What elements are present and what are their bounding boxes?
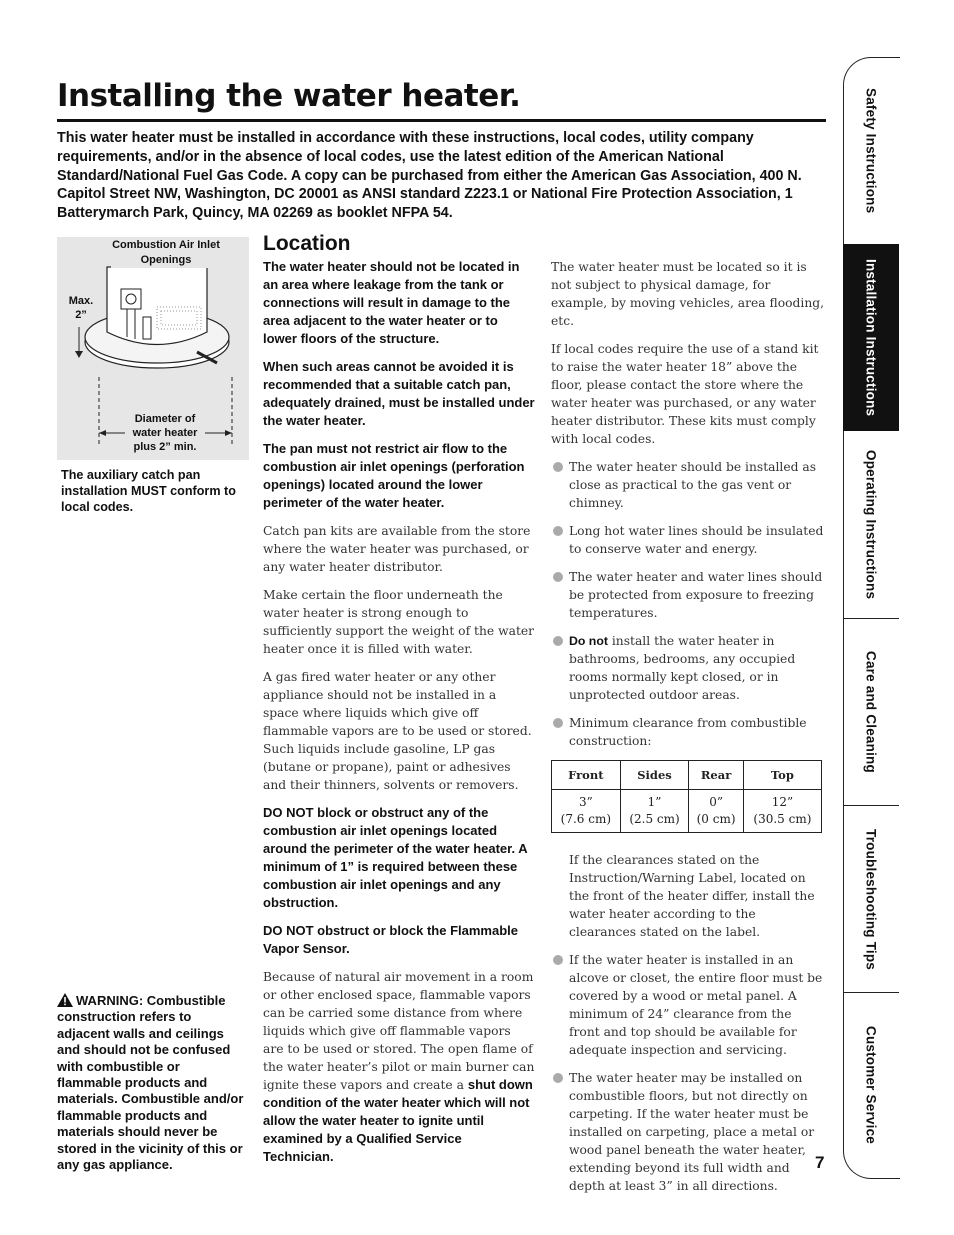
location-p7: DO NOT block or obstruct any of the combustion air inlet openings located around the perimeter of the water heater. A minimum of 1” is required between these combustion air inlet openings and any obstruction. (263, 805, 528, 910)
diameter-label: Diameter of water heater plus 2” min. (125, 412, 205, 454)
table-header: Rear (689, 761, 743, 790)
bullet-dot (553, 955, 563, 965)
tab-label: Safety Instructions (863, 87, 879, 214)
warning-note (57, 993, 247, 1173)
page-title: Installing the water heater. (57, 78, 521, 114)
location-p3: The pan must not restrict air flow to the combustion air inlet openings (perforation openings) located around the lower perimeter of the water heater. (263, 441, 525, 510)
bullet-item (551, 458, 826, 512)
tab-label: Care and Cleaning (863, 651, 879, 773)
table-row (552, 790, 822, 833)
tab-label: Operating Instructions (863, 449, 879, 600)
bullet-dot (553, 1073, 563, 1083)
tab-installation-instructions[interactable] (843, 244, 899, 431)
bullet-item (551, 632, 826, 704)
bullet-text: The water heater should be installed as close as practical to the gas vent or chimney. (569, 460, 817, 510)
table-header: Sides (620, 761, 689, 790)
cell-cm: (0 cm) (696, 812, 736, 826)
title-rule (57, 119, 826, 122)
cell-inches: 1” (647, 795, 662, 809)
bullet-text: If the water heater is installed in an alcove or closet, the entire floor must be covered by a wood or metal panel. A minimum of 24” clearance from the front and top should be available for adequate inspection and servicing. (569, 953, 823, 1057)
tab-troubleshooting-tips[interactable] (843, 806, 899, 992)
location-p2: When such areas cannot be avoided it is recommended that a suitable catch pan, adequately drained, must be installed under the water heater. (263, 359, 535, 428)
placement-p2: If local codes require the use of a stand kit to raise the water heater 18” above the floor, please contact the store where the water heater was purchased, or any water heater distributor. These kits must comply with local codes. (551, 342, 819, 446)
bullet-dot (553, 718, 563, 728)
cell-inches: 0” (709, 795, 723, 809)
bullet-dot (553, 462, 563, 472)
location-p4: Catch pan kits are available from the store where the water heater was purchased, or any water heater distributor. (263, 524, 531, 574)
bullet-dot (553, 572, 563, 582)
tab-customer-service[interactable] (843, 993, 899, 1177)
location-p5: Make certain the floor underneath the water heater is strong enough to sufficiently support the weight of the water heater once it is filled with water. (263, 588, 535, 656)
cell-cm: (7.6 cm) (560, 812, 612, 826)
table-header-row (552, 761, 822, 790)
bullet-item (551, 951, 826, 1059)
bullet-item (551, 568, 826, 622)
table-cell (689, 790, 743, 833)
bullet-item (551, 714, 826, 750)
table-cell (552, 790, 621, 833)
cell-inches: 3” (578, 795, 593, 809)
location-column (263, 232, 535, 1176)
bullet-text: The water heater may be installed on combustible floors, but not directly on carpeting. If the water heater must be installed on carpeting, place a metal or wood panel beneath the water heater, extending beyond its full width and depth at least 3” in all directions. (569, 1071, 815, 1193)
location-p9 (263, 968, 535, 1166)
tab-safety-instructions[interactable] (843, 57, 899, 244)
location-p1: The water heater should not be located in an area where leakage from the tank or connections will result in damage to the area adjacent to the water heater or to lower floors of the structure. (263, 259, 520, 346)
tab-label: Installation Instructions (863, 258, 879, 417)
bullet-text: Minimum clearance from combustible construction: (569, 716, 807, 748)
warning-text: Combustible construction refers to adjacent walls and ceilings and should not be confused with combustible or flammable products and materials. Combustible and/or flammable products and materials should never be stored in the vicinity of this or any gas appliance. (57, 993, 244, 1173)
table-cell (743, 790, 821, 833)
cell-inches: 12” (771, 795, 794, 809)
bullet-item (551, 522, 826, 558)
placement-column (551, 258, 826, 1205)
placement-p3: If the clearances stated on the Instruction/Warning Label, located on the front of the heater differ, install the water heater according to the clearances stated on the label. (569, 853, 815, 939)
location-p9-bold: shut down condition of the water heater which will not allow the water heater to ignite until examined by a Qualified Service Technician. (263, 1077, 533, 1164)
max-label: Max. 2” (68, 295, 94, 321)
cell-cm: (30.5 cm) (753, 812, 812, 826)
diagram-caption: The auxiliary catch pan installation MUST conform to local codes. (61, 468, 236, 514)
bullet-dot (553, 636, 563, 646)
location-p8: DO NOT obstruct or block the Flammable Vapor Sensor. (263, 923, 518, 956)
location-heading: Location (263, 232, 351, 255)
table-header: Front (552, 761, 621, 790)
page-number: 7 (815, 1153, 825, 1172)
location-p9-normal: Because of natural air movement in a room or other enclosed space, flammable vapors can be carried some distance from where liquids which give off flammable vapors are to be used or stored. The open flame of the water heater’s pilot or main burner can ignite these vapors and create a (263, 970, 535, 1092)
warning-label: WARNING: (76, 993, 144, 1008)
tab-care-and-cleaning[interactable] (843, 619, 899, 805)
table-cell (620, 790, 689, 833)
placement-p1: The water heater must be located so it is not subject to physical damage, for example, by moving vehicles, area flooding, etc. (551, 260, 825, 328)
inlet-openings-label: Combustion Air Inlet Openings (112, 239, 220, 266)
clearance-table (551, 760, 822, 833)
bullet-item (551, 1069, 826, 1195)
bullet-dot (553, 526, 563, 536)
bullet-text: Long hot water lines should be insulated to conserve water and energy. (569, 524, 824, 556)
table-header: Top (743, 761, 821, 790)
warning-icon (57, 993, 73, 1007)
bullet-bold-text: Do not (569, 634, 608, 648)
location-p6: A gas fired water heater or any other appliance should not be installed in a space where liquids which give off flammable vapors are to be used or stored. Such liquids include gasoline, LP gas (butane or propane), paint or adhesives and their thinners, solvents or removers. (263, 670, 532, 792)
bullet-text: The water heater and water lines should be protected from exposure to freezing temperatures. (569, 570, 823, 620)
cell-cm: (2.5 cm) (629, 812, 680, 826)
tab-label: Troubleshooting Tips (863, 828, 879, 970)
tab-operating-instructions[interactable] (843, 431, 899, 618)
intro-paragraph: This water heater must be installed in accordance with these instructions, local codes, utility company requirements, and/or in the absence of local codes, use the latest edition of the American National Standard/National Fuel Gas Code. A copy can be purchased from either the American Gas Association, 400 N. Capitol Street NW, Washington, DC 20001 as ANSI standard Z223.1 or National Fire Protection Association, 1 Batterymarch Park, Quincy, MA 02269 as booklet NFPA 54. (57, 130, 802, 222)
tab-label: Customer Service (863, 1025, 879, 1144)
catch-pan-diagram (57, 237, 249, 460)
bullet-text: install the water heater in bathrooms, bedrooms, any occupied rooms normally kept closed, or in unprotected outdoor areas. (569, 634, 796, 702)
